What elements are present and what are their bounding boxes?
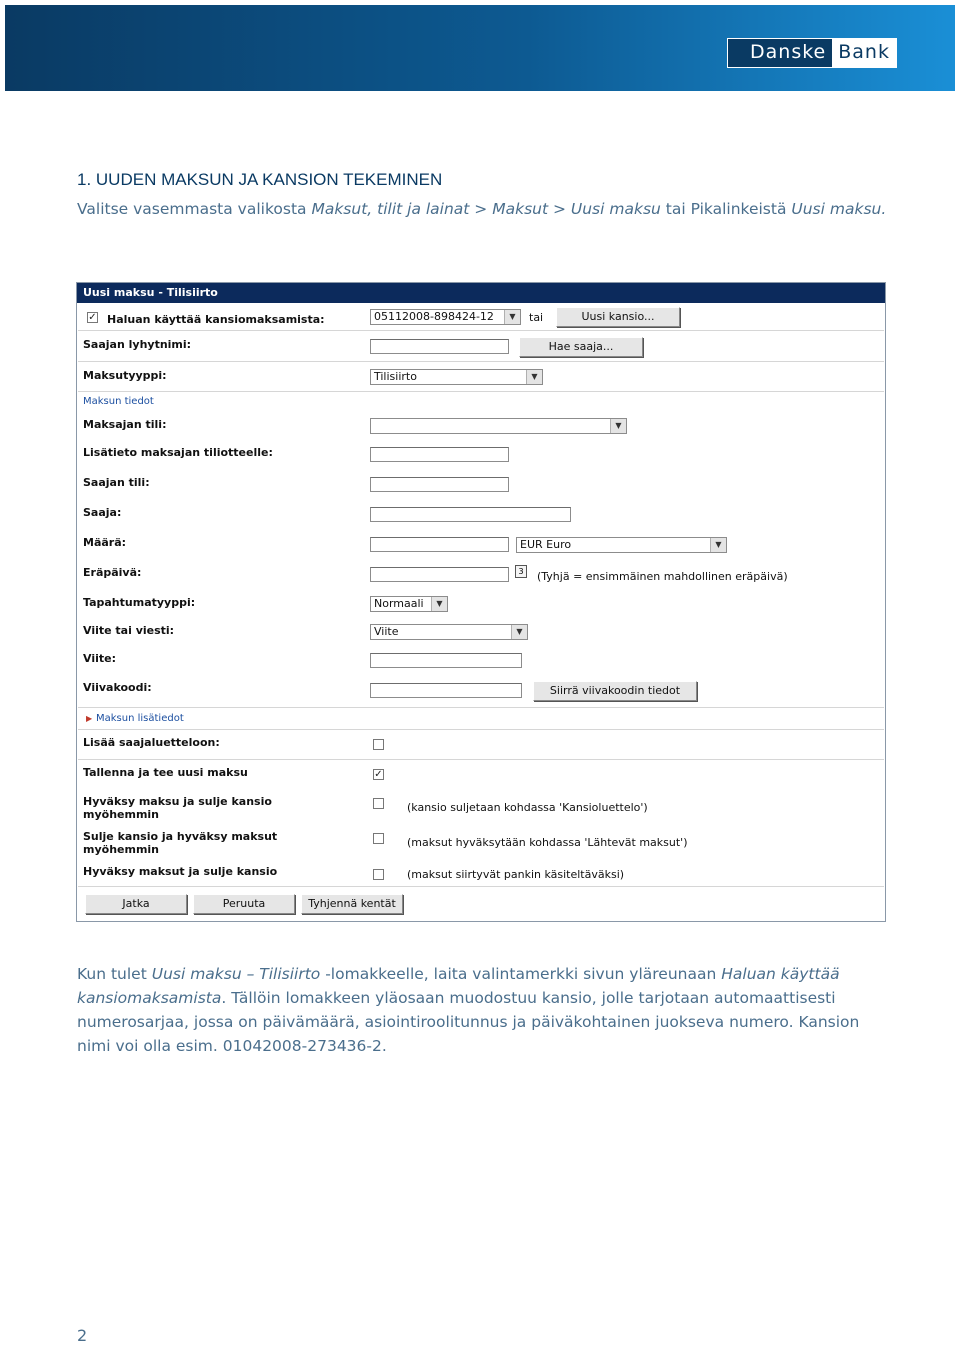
add-to-list-label: Lisää saajaluetteloon:: [83, 736, 220, 749]
intro-text: Valitse vasemmasta valikosta Maksut, tilit ja lainat > Maksut > Uusi maksu tai Pikalinkeistä Uusi maksu.: [77, 200, 887, 218]
divider: [78, 759, 884, 760]
payer-info-input[interactable]: [370, 447, 509, 462]
payee-label: Saaja:: [83, 506, 122, 519]
approve-close-note: (kansio suljetaan kohdassa 'Kansioluettelo'): [407, 801, 648, 814]
header-banner: [5, 5, 955, 91]
currency-select[interactable]: [516, 537, 727, 553]
continue-button[interactable]: Jatka: [85, 894, 187, 914]
save-new-label: Tallenna ja tee uusi maksu: [83, 766, 248, 779]
ref-or-msg-label: Viite tai viesti:: [83, 624, 175, 637]
payment-type-value: Tilisiirto: [374, 370, 417, 383]
reference-label: Viite:: [83, 652, 116, 665]
divider: [78, 886, 884, 887]
use-folder-checkbox[interactable]: ✓: [88, 312, 97, 323]
transfer-barcode-button[interactable]: Siirrä viivakoodin tiedot: [533, 681, 697, 701]
chevron-down-icon: ▼: [710, 538, 726, 552]
section-heading: 1. UUDEN MAKSUN JA KANSION TEKEMINEN: [77, 170, 443, 189]
or-text: tai: [529, 311, 544, 324]
add-to-list-checkbox[interactable]: [373, 739, 384, 750]
event-type-value: Normaali: [374, 597, 424, 610]
close-approve-note: (maksut hyväksytään kohdassa 'Lähtevät maksut'): [407, 836, 688, 849]
save-new-checkbox[interactable]: ✓: [374, 769, 383, 780]
payer-account-select[interactable]: [370, 418, 627, 434]
payer-account-label: Maksajan tili:: [83, 418, 167, 431]
approve-close-label-line2: myöhemmin: [83, 808, 160, 821]
barcode-input[interactable]: [370, 683, 522, 698]
amount-input[interactable]: [370, 537, 509, 552]
clear-fields-button[interactable]: Tyhjennä kentät: [301, 894, 403, 914]
divider: [78, 391, 884, 392]
chevron-down-icon: ▼: [526, 370, 542, 384]
section-extra-details[interactable]: Maksun lisätiedot: [96, 713, 184, 724]
payer-info-label: Lisätieto maksajan tiliotteelle:: [83, 446, 273, 459]
approve-close-now-checkbox[interactable]: [373, 869, 384, 880]
approve-close-checkbox[interactable]: [373, 798, 384, 809]
page-number: 2: [77, 1326, 88, 1345]
payee-input[interactable]: [370, 507, 571, 522]
currency-value: EUR Euro: [520, 538, 572, 551]
reference-input[interactable]: [370, 653, 522, 668]
divider: [78, 330, 884, 331]
payee-account-label: Saajan tili:: [83, 476, 150, 489]
payee-account-input[interactable]: [370, 477, 509, 492]
chevron-down-icon: ▼: [511, 625, 527, 639]
danske-bank-logo: [727, 38, 897, 68]
calendar-icon[interactable]: 3: [515, 565, 527, 578]
use-folder-label: Haluan käyttää kansiomaksamista:: [107, 313, 325, 326]
logo-part1: Danske: [728, 39, 832, 67]
approve-close-label-line1: Hyväksy maksu ja sulje kansio: [83, 795, 272, 808]
due-date-note: (Tyhjä = ensimmäinen mahdollinen eräpäivä): [537, 570, 788, 583]
due-date-label: Eräpäivä:: [83, 566, 142, 579]
barcode-label: Viivakoodi:: [83, 681, 152, 694]
divider: [78, 361, 884, 362]
triangle-right-icon: ▶: [86, 714, 93, 723]
payment-form-screenshot: [76, 282, 886, 922]
new-folder-button[interactable]: Uusi kansio...: [556, 307, 680, 327]
close-approve-checkbox[interactable]: [373, 833, 384, 844]
section-payment-details[interactable]: Maksun tiedot: [83, 396, 154, 407]
body-paragraph: Kun tulet Uusi maksu – Tilisiirto -lomakkeelle, laita valintamerkki sivun yläreunaan Haluan käyttää kansiomaksamista. Tällöin lomakkeen yläosaan muodostuu kansio, jolle tarjotaan automaattisesti numerosarjaa, jossa on päivämäärä, asiointiroolitunnus ja päiväkohtainen juokseva numero. Kansion nimi voi olla esim. 01042008-273436-2.: [77, 965, 860, 1055]
close-approve-label-line2: myöhemmin: [83, 843, 160, 856]
chevron-down-icon: ▼: [431, 597, 447, 611]
ref-or-msg-select[interactable]: [370, 624, 528, 640]
folder-select[interactable]: [370, 309, 521, 325]
fetch-payee-button[interactable]: Hae saaja...: [519, 337, 643, 357]
divider: [78, 729, 884, 730]
payment-type-select[interactable]: [370, 369, 543, 385]
approve-close-now-label: Hyväksy maksut ja sulje kansio: [83, 865, 278, 878]
ref-or-msg-value: Viite: [374, 625, 399, 638]
form-title: Uusi maksu - Tilisiirto: [77, 283, 885, 303]
shortname-label: Saajan lyhytnimi:: [83, 338, 192, 351]
close-approve-label-line1: Sulje kansio ja hyväksy maksut: [83, 830, 278, 843]
divider: [78, 707, 884, 708]
cancel-button[interactable]: Peruuta: [193, 894, 295, 914]
shortname-input[interactable]: [370, 339, 509, 354]
payment-type-label: Maksutyyppi:: [83, 369, 167, 382]
logo-part2: Bank: [832, 39, 896, 67]
approve-close-now-note: (maksut siirtyvät pankin käsiteltäväksi): [407, 868, 625, 881]
event-type-label: Tapahtumatyyppi:: [83, 596, 196, 609]
event-type-select[interactable]: [370, 596, 448, 612]
folder-value: 05112008-898424-12: [374, 310, 494, 323]
amount-label: Määrä:: [83, 536, 127, 549]
due-date-input[interactable]: [370, 567, 509, 582]
chevron-down-icon: ▼: [610, 419, 626, 433]
chevron-down-icon: ▼: [504, 310, 520, 324]
